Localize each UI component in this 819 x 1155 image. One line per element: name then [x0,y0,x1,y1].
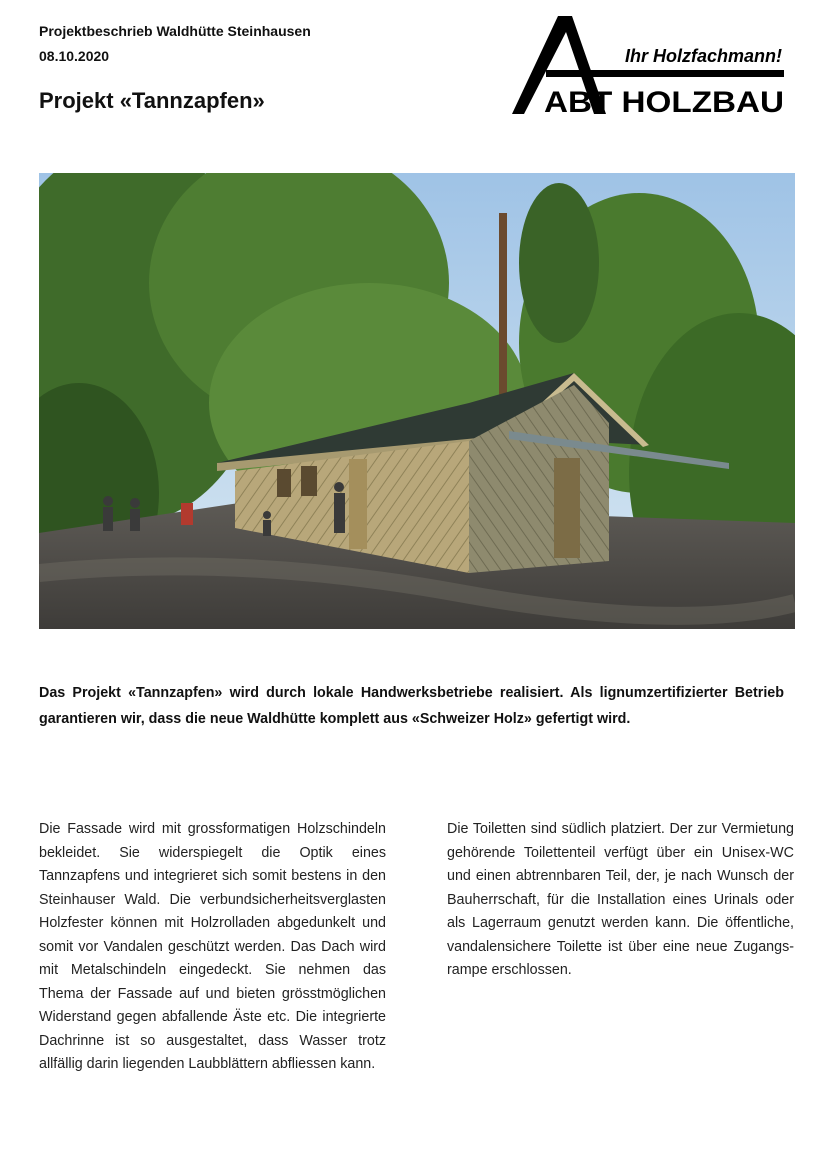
hut-photo [39,173,795,629]
logo-name: ABT HOLZBAU [544,86,784,118]
page-title: Projekt «Tannzapfen» [39,88,265,113]
body-column-left: Die Fassade wird mit grossformatigen Holzschindeln bekleidet. Sie widerspiegelt die Optik eines Tannzapfens und integrieret sich somit bestens in den Steinhauser Wald. Die verbundsicherheitsverglasten Holzfester können mit Holzrolladen abgedunkelt und somit vor Vandalen geschützt werden. Das Dach wird mit Metalschindeln eingedeckt. Sie nehmen das Thema der Fassade auf und bieten grösstmöglichen Widerstand gegen abfallende Äste etc. Die integrierte Dachrinne ist so ausgestaltet, dass Wasser trotz allfällig darin liegenden Laubblättern abfliessen kann. [39,821,386,1072]
document-subject: Projektbeschrieb Waldhütte Steinhausen [39,23,311,39]
lead-paragraph: Das Projekt «Tannzapfen» wird durch lokale Handwerksbetriebe realisiert. Als lignumzertifizierter Betrieb garantieren wir, dass die neue Waldhütte komplett aus «Schweizer Holz» gefertigt wird. [39,685,784,727]
logo-slogan: Ihr Holzfachmann! [624,46,782,66]
logo-underline [546,70,784,77]
abt-holzbau-logo [510,14,786,118]
body-column-right: Die Toiletten sind südlich platziert. Der zur Vermietung gehörende Toilettenteil verfügt über ein Unisex-WC und einen abtrennbaren Teil, der, je nach Wunsch der Bauherrschaft, für die Installation eines Urinals oder als Lagerraum genutzt werden kann. Die öffentliche, vandalensichere Toilette ist über eine neue Zugangsrampe erschlossen. [447,821,794,978]
document-date: 08.10.2020 [39,48,110,64]
